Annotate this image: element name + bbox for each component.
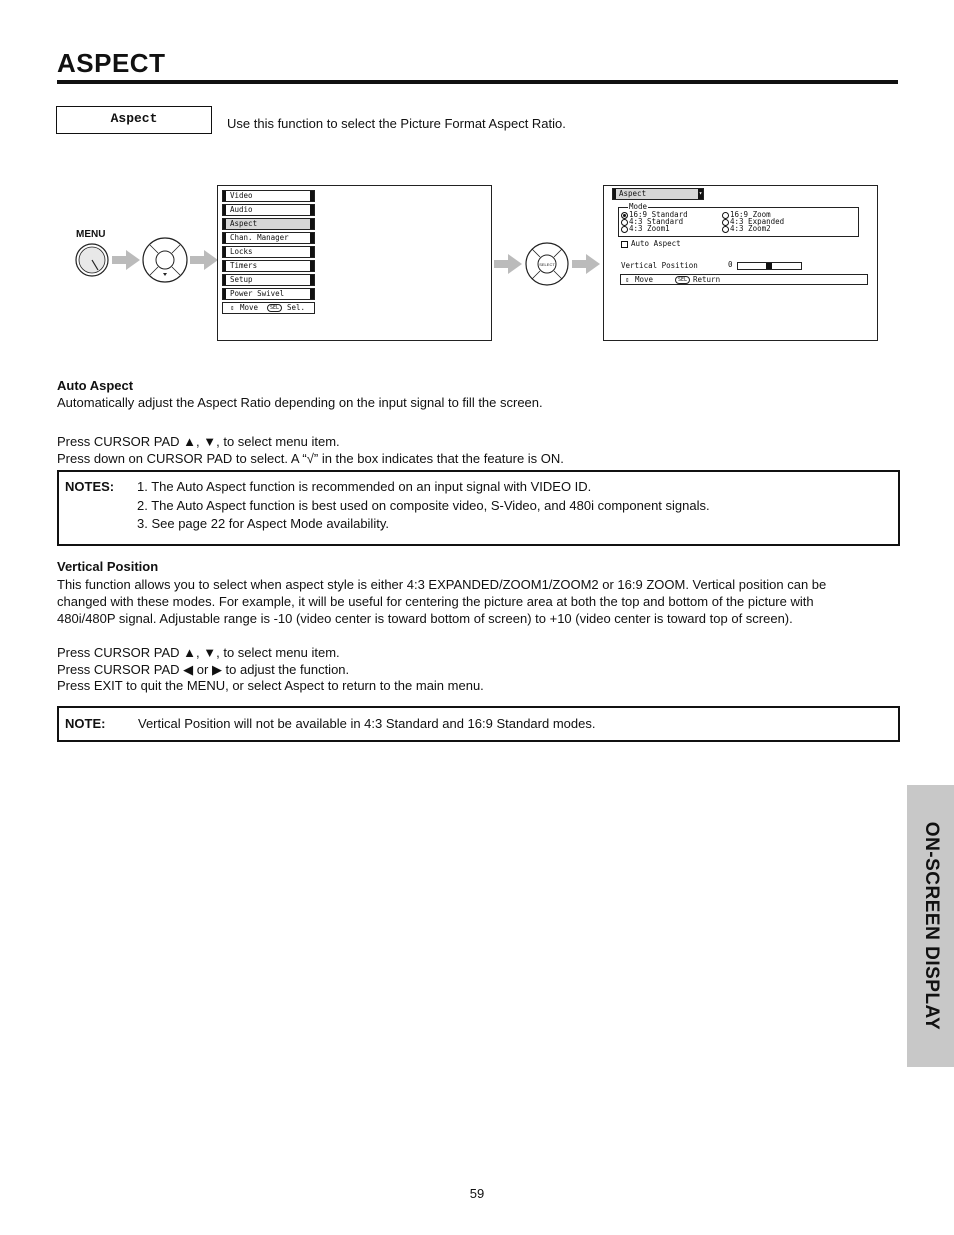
vertical-position-label: Vertical Position xyxy=(621,261,698,270)
menu-item-label: Audio xyxy=(230,205,253,214)
vertical-position-slider[interactable] xyxy=(737,262,802,270)
move-arrows-icon: ⇕ xyxy=(625,275,630,284)
auto-aspect-instruction: Press down on CURSOR PAD to select. A “√” in the box indicates that the feature is ON. xyxy=(57,451,564,466)
title-rule xyxy=(57,80,898,84)
sel-button-icon: SEL xyxy=(675,276,690,284)
vertical-position-heading: Vertical Position xyxy=(57,559,159,574)
chevron-down-icon: ▾ xyxy=(698,190,703,197)
page-number: 59 xyxy=(469,1186,485,1201)
vertical-position-value: 0 xyxy=(728,260,733,269)
note-text: Vertical Position will not be available in 4:3 Standard and 16:9 Standard modes. xyxy=(138,716,596,731)
menu-item-power-swivel[interactable] xyxy=(222,288,315,300)
aspect-header-label: Aspect xyxy=(619,189,647,198)
menu-item-aspect[interactable] xyxy=(222,218,315,230)
mode-option-label: 4:3 Expanded xyxy=(730,217,785,226)
remote-diagram-left xyxy=(70,236,220,286)
footer-return: Return xyxy=(693,275,721,284)
aspect-menu-header[interactable] xyxy=(612,188,704,200)
mode-label: Mode xyxy=(629,202,648,211)
footer-move: Move xyxy=(240,303,259,312)
menu-item-label: Setup xyxy=(230,275,253,284)
sel-button-icon: SEL xyxy=(267,304,282,312)
menu-item-locks[interactable] xyxy=(222,246,315,258)
arrow-right-icon xyxy=(112,250,140,270)
note-item: 1. The Auto Aspect function is recommended on an input signal with VIDEO ID. xyxy=(137,479,592,494)
move-arrows-icon: ⇕ xyxy=(230,303,235,312)
mode-option-label: 16:9 Zoom xyxy=(730,210,771,219)
arrow-right-icon xyxy=(190,250,218,270)
menu-button-icon xyxy=(76,244,108,276)
mode-option-label: 16:9 Standard xyxy=(629,210,688,219)
intro-text: Use this function to select the Picture Format Aspect Ratio. xyxy=(227,116,566,131)
menu-item-setup[interactable] xyxy=(222,274,315,286)
auto-aspect-option[interactable] xyxy=(621,240,681,248)
menu-item-label: Video xyxy=(230,191,253,200)
menu-item-label: Power Swivel xyxy=(230,289,285,298)
page-title: ASPECT xyxy=(57,48,166,78)
menu-item-audio[interactable] xyxy=(222,204,315,216)
footer-sel: Sel. xyxy=(287,303,306,312)
notes-label: NOTES: xyxy=(65,479,115,494)
select-button-label: SELECT xyxy=(539,262,555,267)
arrow-right-icon xyxy=(494,254,522,274)
radio-icon xyxy=(722,226,729,233)
slider-thumb[interactable] xyxy=(766,263,772,269)
auto-aspect-instruction: Press CURSOR PAD ▲, ▼, to select menu item. xyxy=(57,434,340,449)
vertical-position-instruction: Press CURSOR PAD ▲, ▼, to select menu item. xyxy=(57,645,340,660)
vertical-position-paragraph-line: changed with these modes. For example, it will be useful for centering the picture area at both the top and bottom of the picture with xyxy=(57,594,814,609)
menu-item-label: Aspect xyxy=(230,219,258,228)
note-item: 2. The Auto Aspect function is best used on composite video, S-Video, and 480i component signals. xyxy=(137,498,710,513)
menu-item-label: Timers xyxy=(230,261,258,270)
vertical-position-instruction: Press CURSOR PAD ◀ or ▶ to adjust the function. xyxy=(57,662,350,677)
select-button-icon xyxy=(526,243,568,285)
menu-item-label: Locks xyxy=(230,247,253,256)
vertical-position-instruction: Press EXIT to quit the MENU, or select Aspect to return to the main menu. xyxy=(57,678,484,693)
auto-aspect-label: Auto Aspect xyxy=(631,239,681,248)
checkbox-icon xyxy=(621,241,628,248)
menu-item-video[interactable] xyxy=(222,190,315,202)
menu-item-chan-manager[interactable] xyxy=(222,232,315,244)
mode-option-label: 4:3 Zoom2 xyxy=(730,224,771,233)
function-label-box: Aspect xyxy=(56,106,212,134)
side-tab-label: ON-SCREEN DISPLAY xyxy=(920,821,942,1031)
remote-diagram-right xyxy=(494,240,604,288)
vertical-position-paragraph-line: 480i/480P signal. Adjustable range is -10 (video center is toward bottom of screen) to +10 (video center is toward top of screen). xyxy=(57,611,793,626)
side-tab xyxy=(907,785,954,1067)
note-item: 3. See page 22 for Aspect Mode availability. xyxy=(137,516,389,531)
auto-aspect-description: Automatically adjust the Aspect Ratio depending on the input signal to fill the screen. xyxy=(57,395,543,410)
radio-icon xyxy=(621,226,628,233)
cursor-pad-icon xyxy=(143,238,187,282)
menu-item-timers[interactable] xyxy=(222,260,315,272)
mode-option[interactable] xyxy=(722,225,771,233)
mode-option-label: 4:3 Standard xyxy=(629,217,684,226)
menu-button-label: MENU xyxy=(76,229,106,240)
aspect-menu-footer xyxy=(620,274,868,285)
auto-aspect-heading: Auto Aspect xyxy=(57,378,134,393)
menu-item-label: Chan. Manager xyxy=(230,233,289,242)
note-label: NOTE: xyxy=(65,716,106,731)
vertical-position-paragraph-line: This function allows you to select when aspect style is either 4:3 EXPANDED/ZOOM1/ZOOM2 or 16:9 ZOOM. Vertical position can be xyxy=(57,577,827,592)
main-menu-footer xyxy=(222,302,315,314)
mode-option-label: 4:3 Zoom1 xyxy=(629,224,670,233)
footer-move: Move xyxy=(635,275,654,284)
mode-option[interactable] xyxy=(621,225,670,233)
arrow-right-icon xyxy=(572,254,600,274)
header-tick xyxy=(613,189,616,199)
